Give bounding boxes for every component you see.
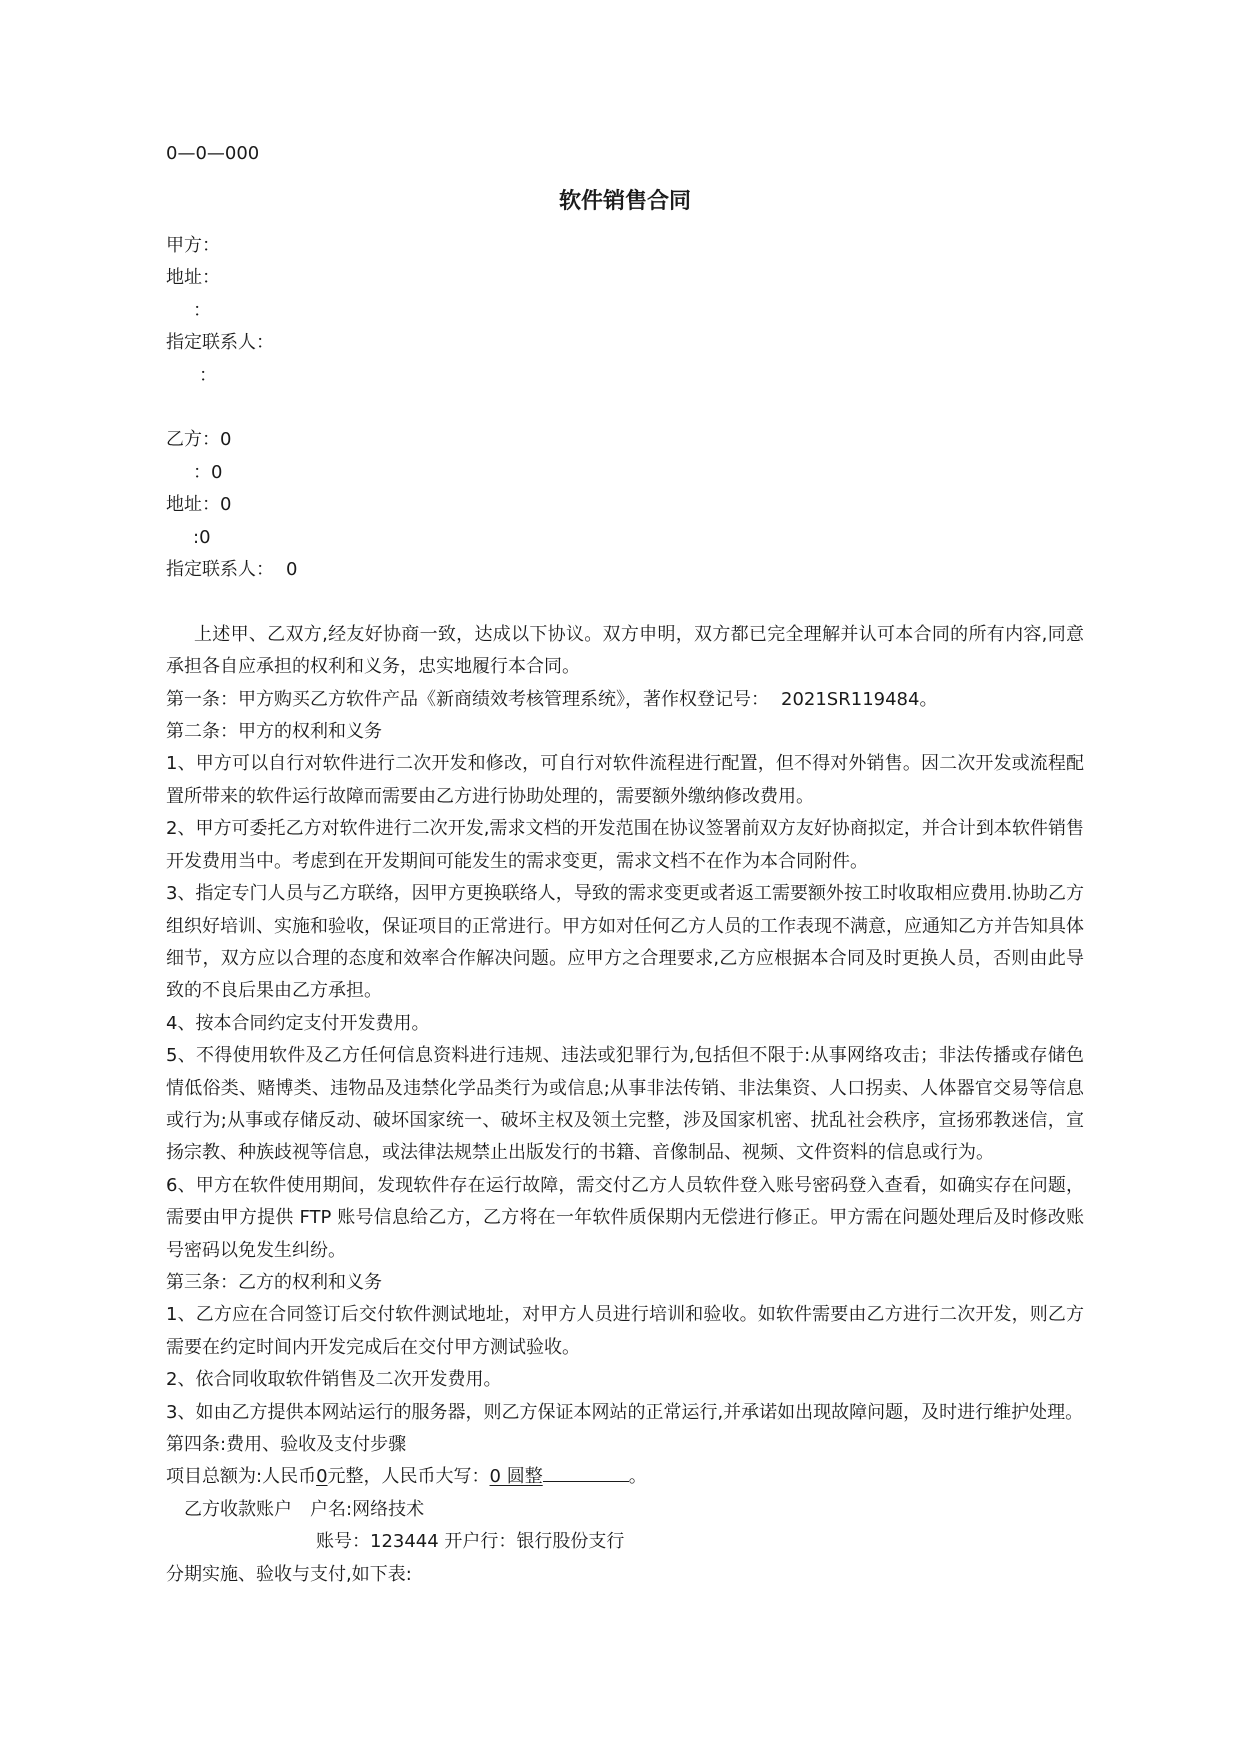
fill-blank xyxy=(543,1461,629,1482)
party-a-blank-label: ： xyxy=(193,299,211,321)
party-a-name-label: 甲方： xyxy=(166,235,220,256)
article-1 xyxy=(166,684,1084,716)
article-2-item: 2、甲方可委托乙方对软件进行二次开发,需求文档的开发范围在协议签署前双方友好协商拟定，并合计到本软件销售开发费用当中。考虑到在开发期间可能发生的需求变更，需求文档不在作为本合同附件。 xyxy=(166,818,1084,872)
total-end: 。 xyxy=(628,1466,647,1488)
party-a-address-label: 地址： xyxy=(166,267,220,289)
account-number-line: 账号：123444 开户行：银行股份支行 xyxy=(316,1531,625,1553)
party-b-name-line: 乙方：0 xyxy=(166,429,232,451)
article-1-reg-no: 2021SR119484。 xyxy=(781,688,938,710)
article-2-item: 3、指定专门人员与乙方联络，因甲方更换联络人，导致的需求变更或者返工需要额外按工时收取相应费用.协助乙方组织好培训、实施和验收，保证项目的正常进行。甲方如对任何乙方人员的工作表现不满意，应通知乙方并告知具体细节，双方应以合理的态度和效率合作解决问题。应甲方之合理要求,乙方应根据本合同及时更换人员，否则由此导致的不良后果由乙方承担。 xyxy=(166,883,1084,1002)
project-total-line xyxy=(166,1461,1084,1493)
party-b-blank-line-2: :0 xyxy=(193,526,211,548)
article-2-item: 1、甲方可以自行对软件进行二次开发和修改，可自行对软件流程进行配置，但不得对外销售。因二次开发或流程配置所带来的软件运行故障而需要由乙方进行协助处理的，需要额外缴纳修改费用。 xyxy=(166,753,1084,807)
article-3-item: 2、依合同收取软件销售及二次开发费用。 xyxy=(166,1369,502,1391)
account-name: 户名:网络技术 xyxy=(310,1498,425,1520)
intro-paragraph: 上述甲、乙双方,经友好协商一致，达成以下协议。双方申明，双方都已完全理解并认可本合同的所有内容,同意承担各自应承担的权利和义务，忠实地履行本合同。 xyxy=(166,623,1084,678)
article-4-heading: 第四条:费用、验收及支付步骤 xyxy=(166,1434,407,1455)
document-code: 0—0—000 xyxy=(166,143,260,164)
total-mid: 元整，人民币大写： xyxy=(327,1466,490,1488)
spacer xyxy=(166,392,1084,424)
account-label: 乙方收款账户 xyxy=(184,1498,292,1520)
article-2-heading: 第二条：甲方的权利和义务 xyxy=(166,721,382,743)
party-b-blank-line: ：0 xyxy=(193,461,223,483)
article-1-text: 第一条：甲方购买乙方软件产品《新商绩效考核管理系统》，著作权登记号： xyxy=(166,688,769,710)
installments-line: 分期实施、验收与支付,如下表: xyxy=(166,1563,412,1585)
article-3-item: 1、乙方应在合同签订后交付软件测试地址，对甲方人员进行培训和验收。如软件需要由乙方进行二次开发，则乙方需要在约定时间内开发完成后在交付甲方测试验收。 xyxy=(166,1304,1084,1358)
party-a-contact-label: 指定联系人： xyxy=(166,332,274,354)
total-amount: 0 xyxy=(316,1466,328,1488)
party-a-block xyxy=(166,230,1084,392)
document-body xyxy=(166,138,1084,1591)
total-upper: 0 圆整 xyxy=(489,1466,543,1488)
total-prefix: 项目总额为:人民币 xyxy=(166,1466,317,1488)
article-3-heading: 第三条：乙方的权利和义务 xyxy=(166,1271,382,1293)
article-2-item: 6、甲方在软件使用期间，发现软件存在运行故障，需交付乙方人员软件登入账号密码登入查看，如确实存在问题，需要由甲方提供 FTP 账号信息给乙方，乙方将在一年软件质保期内无偿进行修正。甲方需在问题处理后及时修改账号密码以免发生纠纷。 xyxy=(166,1174,1084,1261)
document-title: 软件销售合同 xyxy=(558,189,691,214)
spacer xyxy=(166,586,1084,618)
party-b-contact-label: 指定联系人： xyxy=(166,559,274,581)
article-2-item: 5、不得使用软件及乙方任何信息资料进行违规、违法或犯罪行为,包括但不限于:从事网络攻击；非法传播或存储色情低俗类、赌博类、违物品及违禁化学品类行为或信息;从事非法传销、非法集资、人口拐卖、人体器官交易等信息或行为;从事或存储反动、破坏国家统一、破坏主权及领土完整，涉及国家机密、扰乱社会秩序，宣扬邪教迷信，宣扬宗教、种族歧视等信息，或法律法规禁止出版发行的书籍、音像制品、视频、文件资料的信息或行为。 xyxy=(166,1045,1084,1164)
account-line xyxy=(166,1494,1084,1526)
party-b-contact-line xyxy=(166,554,1084,586)
party-b-block xyxy=(166,424,1084,586)
party-b-contact-value: 0 xyxy=(286,559,298,581)
party-b-address-line: 地址：0 xyxy=(166,494,232,516)
party-a-blank-label-2: ： xyxy=(199,364,217,386)
article-2-item: 4、按本合同约定支付开发费用。 xyxy=(166,1012,430,1034)
article-3-item: 3、如由乙方提供本网站运行的服务器，则乙方保证本网站的正常运行,并承诺如出现故障问题，及时进行维护处理。 xyxy=(166,1401,1084,1423)
